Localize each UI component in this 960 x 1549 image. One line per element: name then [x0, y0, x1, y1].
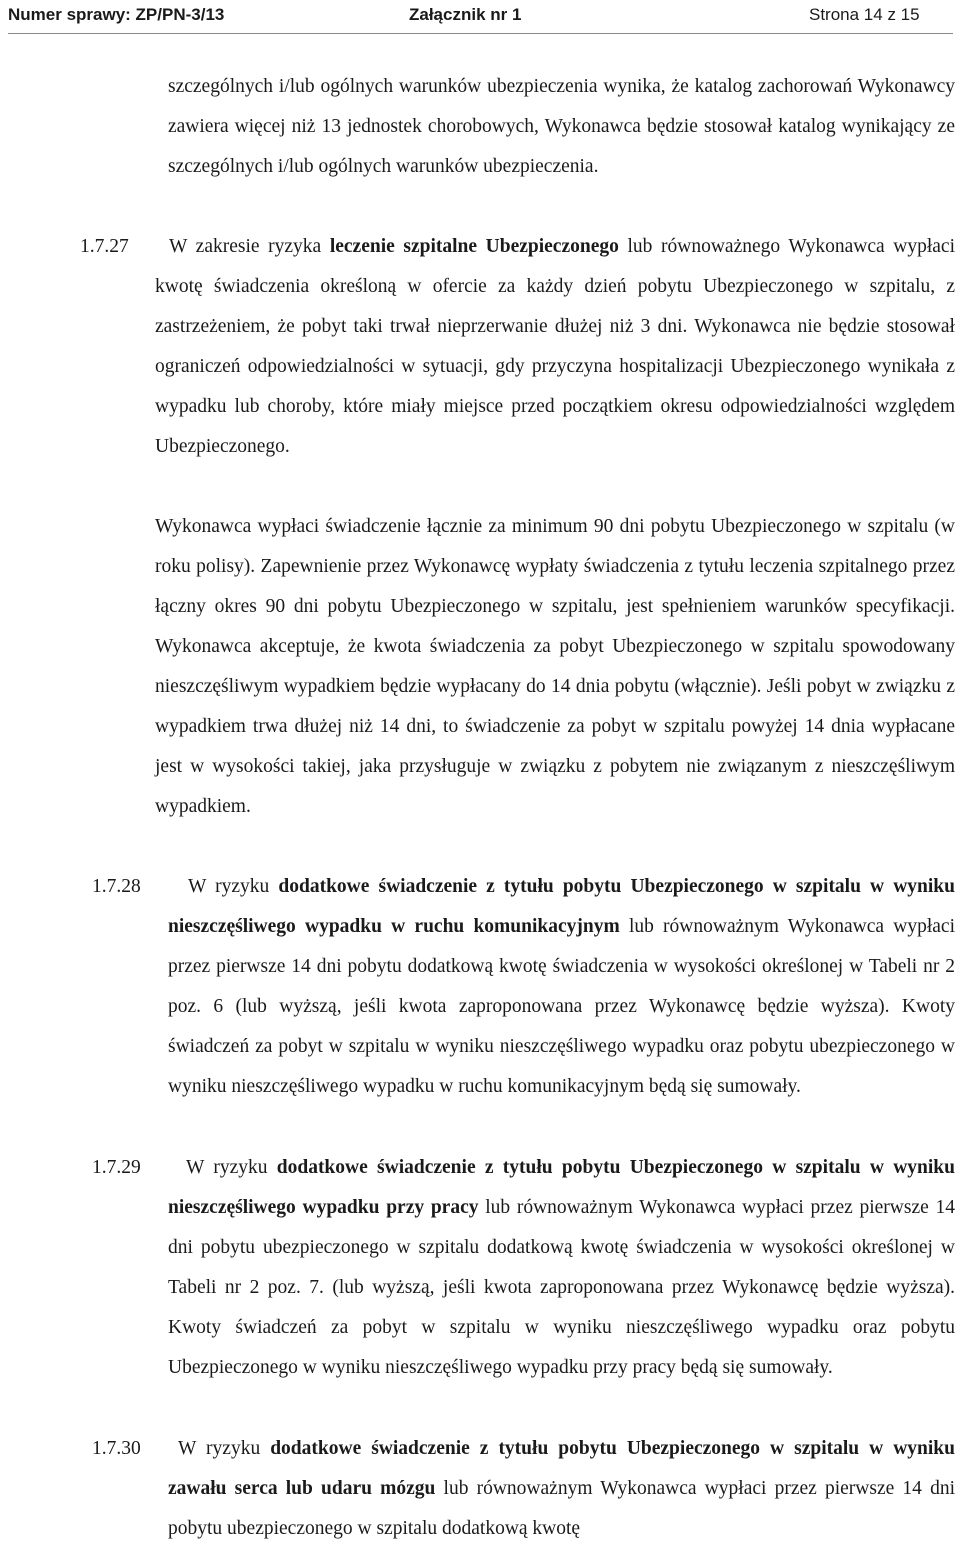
text: lub równoważnym Wykonawca wypłaci przez pierwsze 14 dni pobytu ubezpieczonego w szpitalu dodatkową kwotę świadczenia w wysokości określonej w Tabeli nr 2 poz. 7. (lub wyższą, jeśli kwota zaproponowana przez Wykonawcę będzie wyższa). Kwoty świadczeń za pobyt w szpitalu w wyniku nieszczęśliwego wypadku oraz pobytu Ubezpieczonego w wyniku nieszczęśliwego wypadku przy pracy będą się sumowały. — [168, 1197, 956, 1378]
text: lub równoważnym Wykonawca wypłaci przez pierwsze 14 dni pobytu dodatkową kwotę świadczenia w wysokości określonej w Tabeli nr 2 poz. 6 (lub wyższą, jeśli kwota zaproponowana przez Wykonawcę będzie wyższa). Kwoty świadczeń za pobyt w szpitalu w wyniku nieszczęśliwego wypadku oraz pobytu ubezpieczonego w wyniku nieszczęśliwego wypadku w ruchu komunikacyjnym będą się sumowały. — [168, 916, 955, 1097]
text: Wykonawca nie będzie stosował ograniczeń odpowiedzialności w sytuacji, gdy przyczyna hospitalizacji Ubezpieczonego wynikała z wypadku lub choroby, które miały miejsce przed początkiem okresu odpowiedzialności względem Ubezpieczonego. — [155, 316, 955, 457]
section-1-7-30 — [168, 1429, 955, 1549]
case-number: Numer sprawy: ZP/PN-3/13 — [8, 5, 225, 24]
page-number: Strona 14 z 15 — [809, 5, 920, 24]
text: W ryzyku — [188, 876, 279, 897]
page-header — [0, 0, 960, 30]
section-1-7-27-continued: Wykonawca wypłaci świadczenie łącznie za minimum 90 dni pobytu Ubezpieczonego w szpitalu (w roku polisy). Zapewnienie przez Wykonawcę wypłaty świadczenia z tytułu leczenia szpitalnego przez łączny okres 90 dni pobytu Ubezpieczonego w szpitalu, jest spełnieniem warunków specyfikacji. Wykonawca akceptuje, że kwota świadczenia za pobyt Ubezpieczonego w szpitalu spowodowany nieszczęśliwym wypadkiem będzie wypłacany do 14 dnia pobytu (włącznie). Jeśli pobyt w związku z wypadkiem trwa dłużej niż 14 dni, to świadczenie za pobyt w szpitalu powyżej 14 dnia wypłacane jest w wysokości takiej, jaka przysługuje w związku z pobytem nie związanym z nieszczęśliwym wypadkiem. — [155, 516, 955, 817]
text: lub równoważnym Wykonawca wypłaci przez pierwsze 14 dni pobytu ubezpieczonego w szpitalu dodatkową kwotę — [168, 1478, 955, 1539]
section-number-1-7-28: 1.7.28 — [92, 876, 141, 897]
text: W ryzyku — [186, 1157, 277, 1178]
section-1-7-28 — [168, 867, 955, 1107]
section-1-7-29 — [168, 1148, 955, 1388]
risk-name-bold: dodatkowe świadczenie z tytułu pobytu Ubezpieczonego w szpitalu w wyniku zawału serca lub udaru mózgu — [168, 1438, 955, 1499]
text: W ryzyku — [178, 1438, 271, 1459]
text: W zakresie ryzyka — [169, 236, 330, 257]
section-1-7-27 — [155, 227, 955, 467]
section-number-1-7-29: 1.7.29 — [92, 1157, 141, 1178]
risk-name-bold: dodatkowe świadczenie z tytułu pobytu Ubezpieczonego w szpitalu w wyniku nieszczęśliwego wypadku przy pracy — [168, 1157, 955, 1218]
section-number-1-7-30: 1.7.30 — [92, 1438, 141, 1459]
paragraph-continuation: szczególnych i/lub ogólnych warunków ubezpieczenia wynika, że katalog zachorowań Wykonawcy zawiera więcej niż 13 jednostek chorobowych, Wykonawca będzie stosował katalog wynikający ze szczególnych i/lub ogólnych warunków ubezpieczenia. — [168, 76, 955, 177]
text: lub równoważnego Wykonawca wypłaci kwotę świadczenia określoną w ofercie za każdy dzień pobytu Ubezpieczonego w szpitalu, z zastrzeżeniem, że pobyt taki trwał nieprzerwanie dłużej niż 3 dni. — [155, 236, 956, 337]
section-number-1-7-27: 1.7.27 — [80, 236, 129, 257]
risk-name-bold: dodatkowe świadczenie z tytułu pobytu Ubezpieczonego w szpitalu w wyniku nieszczęśliwego wypadku w ruchu komunikacyjnym — [168, 876, 955, 937]
risk-name-bold: leczenie szpitalne Ubezpieczonego — [329, 236, 619, 257]
attachment-title: Załącznik nr 1 — [409, 5, 522, 24]
header-rule — [8, 33, 953, 34]
